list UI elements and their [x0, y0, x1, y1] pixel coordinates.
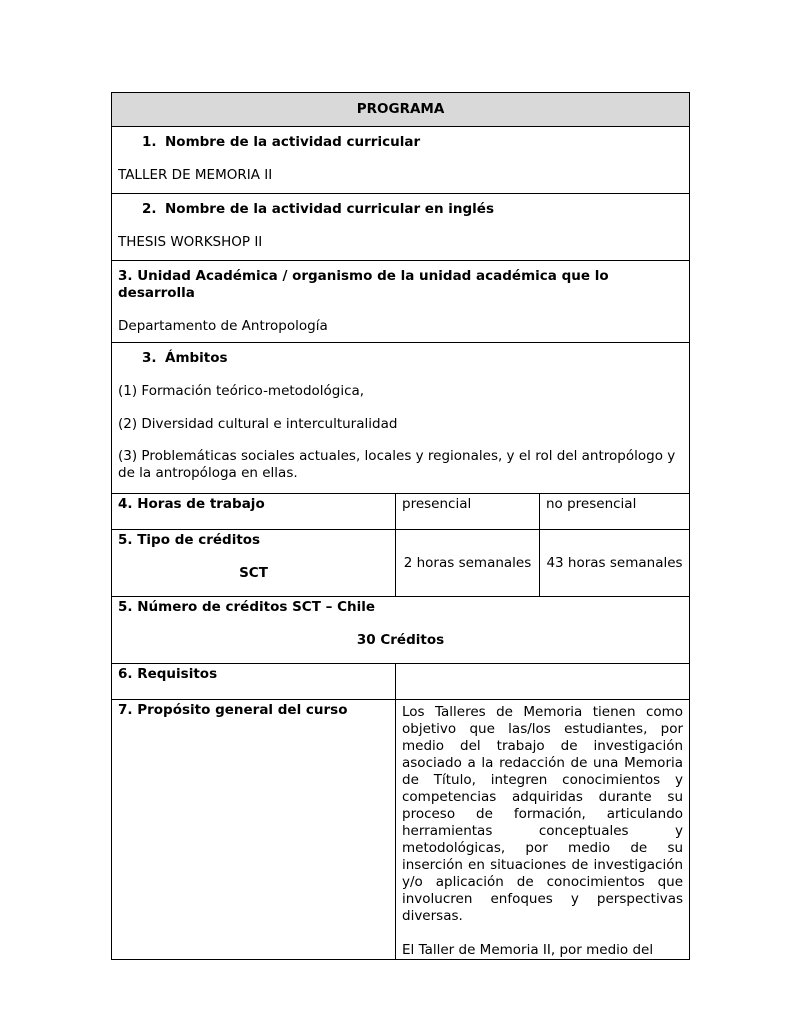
work-hours-presential: presencial	[396, 494, 540, 530]
work-hours-label: 4. Horas de trabajo	[112, 494, 396, 530]
presential-hours-value: 2 horas semanales	[396, 530, 540, 597]
section-number: 2.	[142, 201, 157, 217]
row-credit-type	[112, 530, 690, 597]
program-table	[111, 92, 690, 960]
academic-unit-value: Departamento de Antropología	[118, 318, 328, 334]
requirements-value	[396, 664, 690, 700]
section-number: 1.	[142, 134, 157, 150]
course-purpose-paragraph: Los Talleres de Memoria tienen como objetivo que las/los estudiantes, por medio del trabajo de investigación asociado a la redacción de una Memoria de Título, integren conocimientos y competencias adquiridas durante su proceso de formación, articulando herramientas conceptuales y metodológicas, por medio de su inserción en situaciones de investigación y/o aplicación de conocimientos que involucren enfoques y perspectivas diversas.	[402, 704, 684, 924]
section-activity-name	[112, 127, 690, 194]
section-academic-unit	[112, 261, 690, 343]
row-course-purpose	[112, 700, 690, 960]
requirements-label: 6. Requisitos	[112, 664, 396, 700]
activity-name-value: TALLER DE MEMORIA II	[118, 167, 273, 183]
row-requirements	[112, 664, 690, 700]
course-purpose-paragraph-2: El Taller de Memoria II, por medio del	[402, 942, 654, 958]
ambito-item: (3) Problemáticas sociales actuales, locales y regionales, y el rol del antropólogo y de la antropóloga en ellas.	[118, 448, 676, 481]
credit-number-label: 5. Número de créditos SCT – Chile	[118, 599, 375, 615]
work-hours-non-presential: no presencial	[540, 494, 690, 530]
credit-number-value: 30 Créditos	[356, 632, 445, 648]
row-work-hours	[112, 494, 690, 530]
ambito-item: (2) Diversidad cultural e interculturalidad	[118, 416, 398, 432]
program-header-row	[112, 93, 690, 127]
course-purpose-label: 7. Propósito general del curso	[112, 700, 396, 960]
program-title: PROGRAMA	[112, 93, 690, 127]
section-activity-name-english	[112, 194, 690, 261]
row-credit-number	[112, 597, 690, 664]
section-number: 3.	[142, 350, 157, 366]
section-ambitos	[112, 343, 690, 494]
non-presential-hours-value: 43 horas semanales	[540, 530, 690, 597]
credit-type-label: 5. Tipo de créditos	[118, 532, 261, 548]
section-title: Ámbitos	[165, 350, 228, 366]
ambito-item: (1) Formación teórico-metodológica,	[118, 383, 365, 399]
section-title: 3. Unidad Académica / organismo de la unidad académica que lo desarrolla	[118, 268, 609, 301]
credit-type-value: SCT	[239, 565, 268, 581]
activity-name-english-value: THESIS WORKSHOP II	[118, 234, 263, 250]
section-title: Nombre de la actividad curricular	[165, 134, 421, 150]
section-title: Nombre de la actividad curricular en inglés	[165, 201, 494, 217]
